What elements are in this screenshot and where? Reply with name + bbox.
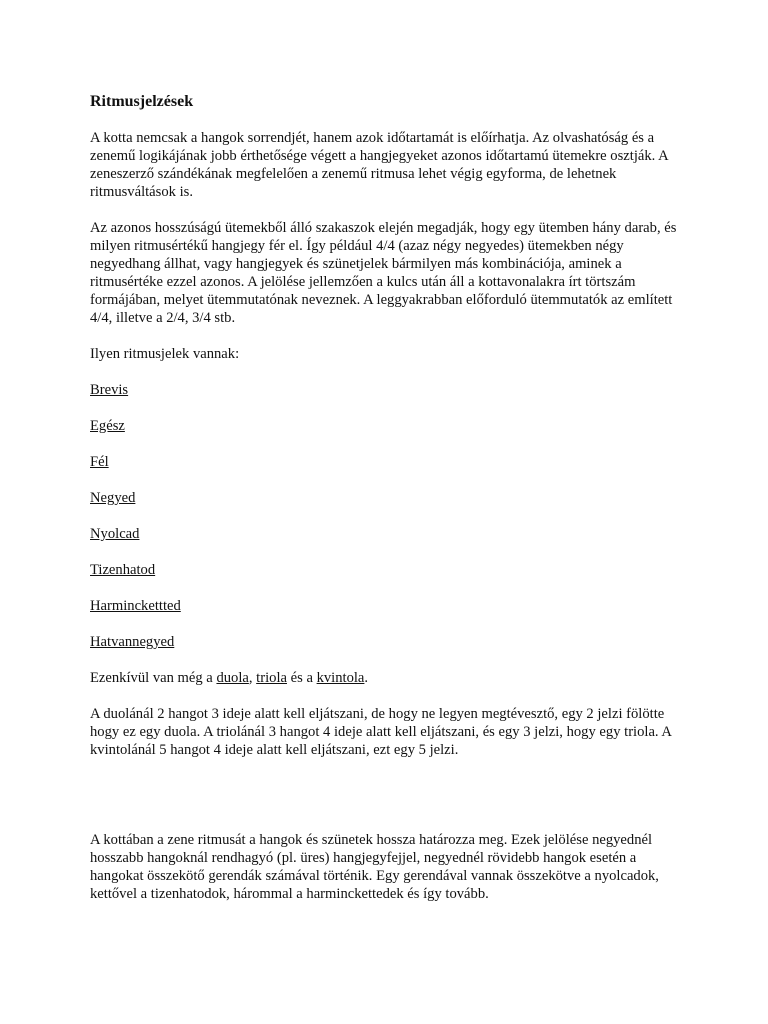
link-duola[interactable]: duola — [216, 670, 249, 686]
extra-rhythms-paragraph — [90, 669, 690, 687]
link-tizenhatod[interactable]: Tizenhatod — [90, 562, 156, 578]
intro-paragraph: A kotta nemcsak a hangok sorrendjét, hanem azok időtartamát is előírhatja. Az olvashatóság és a zenemű logikájának jobb érthetősége végett a hangjegyeket azonos időtartamú ütemekre osztják. A zeneszerző szándékának megfelelően a zenemű ritmusa lehet végig egyforma, de lehetnek ritmusváltások is. — [90, 130, 668, 200]
blank-spacer — [90, 759, 690, 831]
link-negyed[interactable]: Negyed — [90, 490, 136, 506]
link-fel[interactable]: Fél — [90, 454, 109, 470]
link-harminckettted[interactable]: Harminckettted — [90, 598, 181, 614]
link-brevis[interactable]: Brevis — [90, 382, 129, 398]
link-kvintola[interactable]: kvintola — [316, 670, 365, 686]
extra-suffix: . — [364, 670, 369, 686]
link-triola[interactable]: triola — [256, 670, 287, 686]
extra-prefix: Ezenkívül van még a — [90, 670, 217, 686]
rhythm-links-list — [90, 381, 690, 651]
rhythm-list-heading: Ilyen ritmusjelek vannak: — [90, 346, 240, 362]
link-nyolcad[interactable]: Nyolcad — [90, 526, 140, 542]
tuplet-explanation-paragraph: A duolánál 2 hangot 3 ideje alatt kell eljátszani, de hogy ne legyen megtévesztő, egy 2 jelzi fölötte hogy ez egy duola. A triolánál 3 hangot 4 ideje alatt kell eljátszani, és egy 3 jelzi, hogy egy triola. A kvintolánál 5 hangot 4 ideje alatt kell eljátszani, ezt egy 5 jelzi. — [90, 706, 672, 758]
page-title: Ritmusjelzések — [90, 93, 194, 110]
document-page — [90, 92, 690, 903]
link-egesz[interactable]: Egész — [90, 418, 125, 434]
extra-separator-1: , — [248, 670, 257, 686]
link-hatvannegyed[interactable]: Hatvannegyed — [90, 634, 175, 650]
notation-paragraph: A kottában a zene ritmusát a hangok és szünetek hossza határozza meg. Ezek jelölése negyednél hosszabb hangoknál rendhagyó (pl. üres) hangjegyfejjel, negyednél rövidebb hangok esetén a hangokat összekötő gerendák számával történik. Egy gerendával vannak összekötve a nyolcadok, kettővel a tizenhatodok, hárommal a harminckettedek és így tovább. — [90, 832, 659, 902]
extra-separator-2: és a — [286, 670, 317, 686]
time-signature-paragraph: Az azonos hosszúságú ütemekből álló szakaszok elején megadják, hogy egy ütemben hány darab, és milyen ritmusértékű hangjegy fér el. Így például 4/4 (azaz négy negyedes) ütemekben négy negyedhang állhat, vagy hangjegyek és szünetjelek bármilyen más kombinációja, aminek a ritmusértéke ezzel azonos. A jelölése jellemzően a kulcs után áll a kottavonalakra írt törtszám formájában, melyet ütemmutatónak neveznek. A leggyakrabban előforduló ütemmutatók az említett 4/4, illetve a 2/4, 3/4 stb. — [90, 220, 677, 326]
